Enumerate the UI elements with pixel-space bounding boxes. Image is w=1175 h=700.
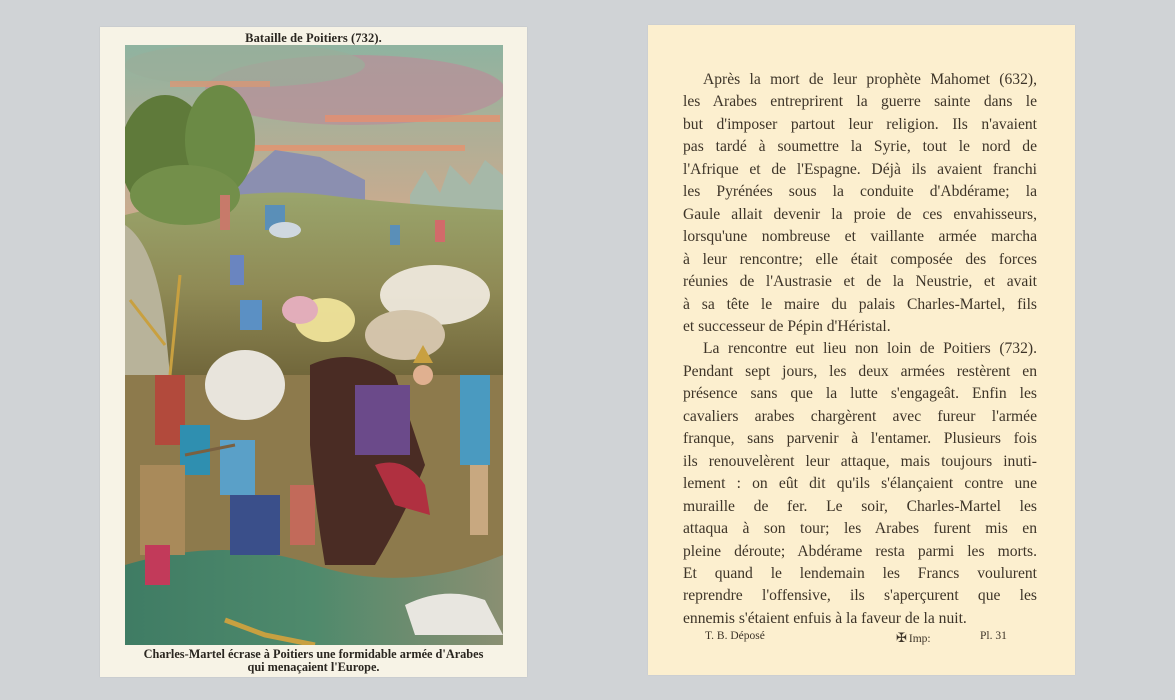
text-line: pleine déroute; Abdérame resta parmi les morts. (683, 542, 1037, 560)
printer-label (896, 630, 931, 646)
text-line: Pendant sept jours, les deux armées restèrent en (683, 362, 1037, 380)
cloud-streak (325, 115, 500, 122)
text-line: présence sans que la lutte s'engageât. Enfin les (683, 385, 1037, 403)
text-line: La rencontre eut lieu non loin de Poitiers (732). (703, 340, 1037, 358)
text-line: et successeur de Pépin d'Héristal. (683, 317, 891, 335)
history-text (683, 69, 1037, 630)
text-line: but d'imposer partout leur religion. Ils n'avaient (683, 115, 1037, 133)
card-back (648, 25, 1075, 675)
cloud (125, 45, 365, 87)
text-line: lorsqu'une nombreuse et vaillante armée marcha (683, 228, 1037, 246)
text-line: ils renouvelèrent leur attaque, mais toujours inuti- (683, 452, 1037, 470)
battle-scene-image (125, 45, 503, 645)
text-line: à sa tête le maire du palais Charles-Martel, fils (683, 295, 1037, 313)
text-line: franque, sans parvenir à l'entamer. Plusieurs fois (683, 430, 1037, 448)
text-line: l'Afrique et de l'Espagne. Déjà ils avaient franchi (683, 160, 1037, 178)
card-front (100, 27, 527, 677)
text-line: reprendre l'offensive, ils s'aperçurent que les (683, 587, 1037, 605)
text-line: les Pyrénées sous la conduite d'Abdérame; la (683, 183, 1037, 201)
text-line: les Arabes entreprirent la guerre sainte dans le (683, 93, 1037, 111)
printer-monogram-icon: ✠ (896, 630, 907, 645)
charles-martel (355, 385, 410, 455)
text-line: ennemis s'étaient enfuis à la faveur de la nuit. (683, 609, 967, 627)
caption-line-1: Charles-Martel écrase à Poitiers une formidable armée d'Arabes (143, 647, 484, 661)
trademark-label: T. B. Déposé (705, 630, 765, 642)
text-line: Et quand le lendemain les Francs voulurent (683, 564, 1037, 582)
text-line: cavaliers arabes chargèrent avec fureur l'armée (683, 407, 1037, 425)
card-footer (648, 630, 1075, 646)
text-line: muraille de fer. Le soir, Charles-Martel les (683, 497, 1037, 515)
cloud-streak (235, 145, 465, 151)
paragraph-2 (683, 338, 1037, 630)
caption-line-2: qui menaçaient l'Europe. (247, 660, 380, 674)
text-line: réunies de l'Austrasie et de la Neustrie, et avait (683, 273, 1037, 291)
battle-illustration (125, 45, 503, 645)
paragraph-1 (683, 69, 1037, 338)
text-line: pas tardé à soumettre la Syrie, tout le nord de (683, 138, 1037, 156)
text-line: Après la mort de leur prophète Mahomet (632), (703, 71, 1037, 88)
plate-number: Pl. 31 (980, 630, 1007, 642)
text-line: à leur rencontre; elle était composée des forces (683, 250, 1037, 268)
text-line: lement : on eût dit qu'ils s'élançaient contre une (683, 475, 1037, 493)
printer-text: Imp: (908, 633, 931, 645)
text-line: Gaule allait devenir la proie de ces envahisseurs, (683, 205, 1037, 223)
illustration-caption (100, 648, 527, 674)
card-title: Bataille de Poitiers (732). (245, 31, 382, 45)
text-line: attaqua à son tour; les Arabes furent mis en (683, 520, 1037, 538)
